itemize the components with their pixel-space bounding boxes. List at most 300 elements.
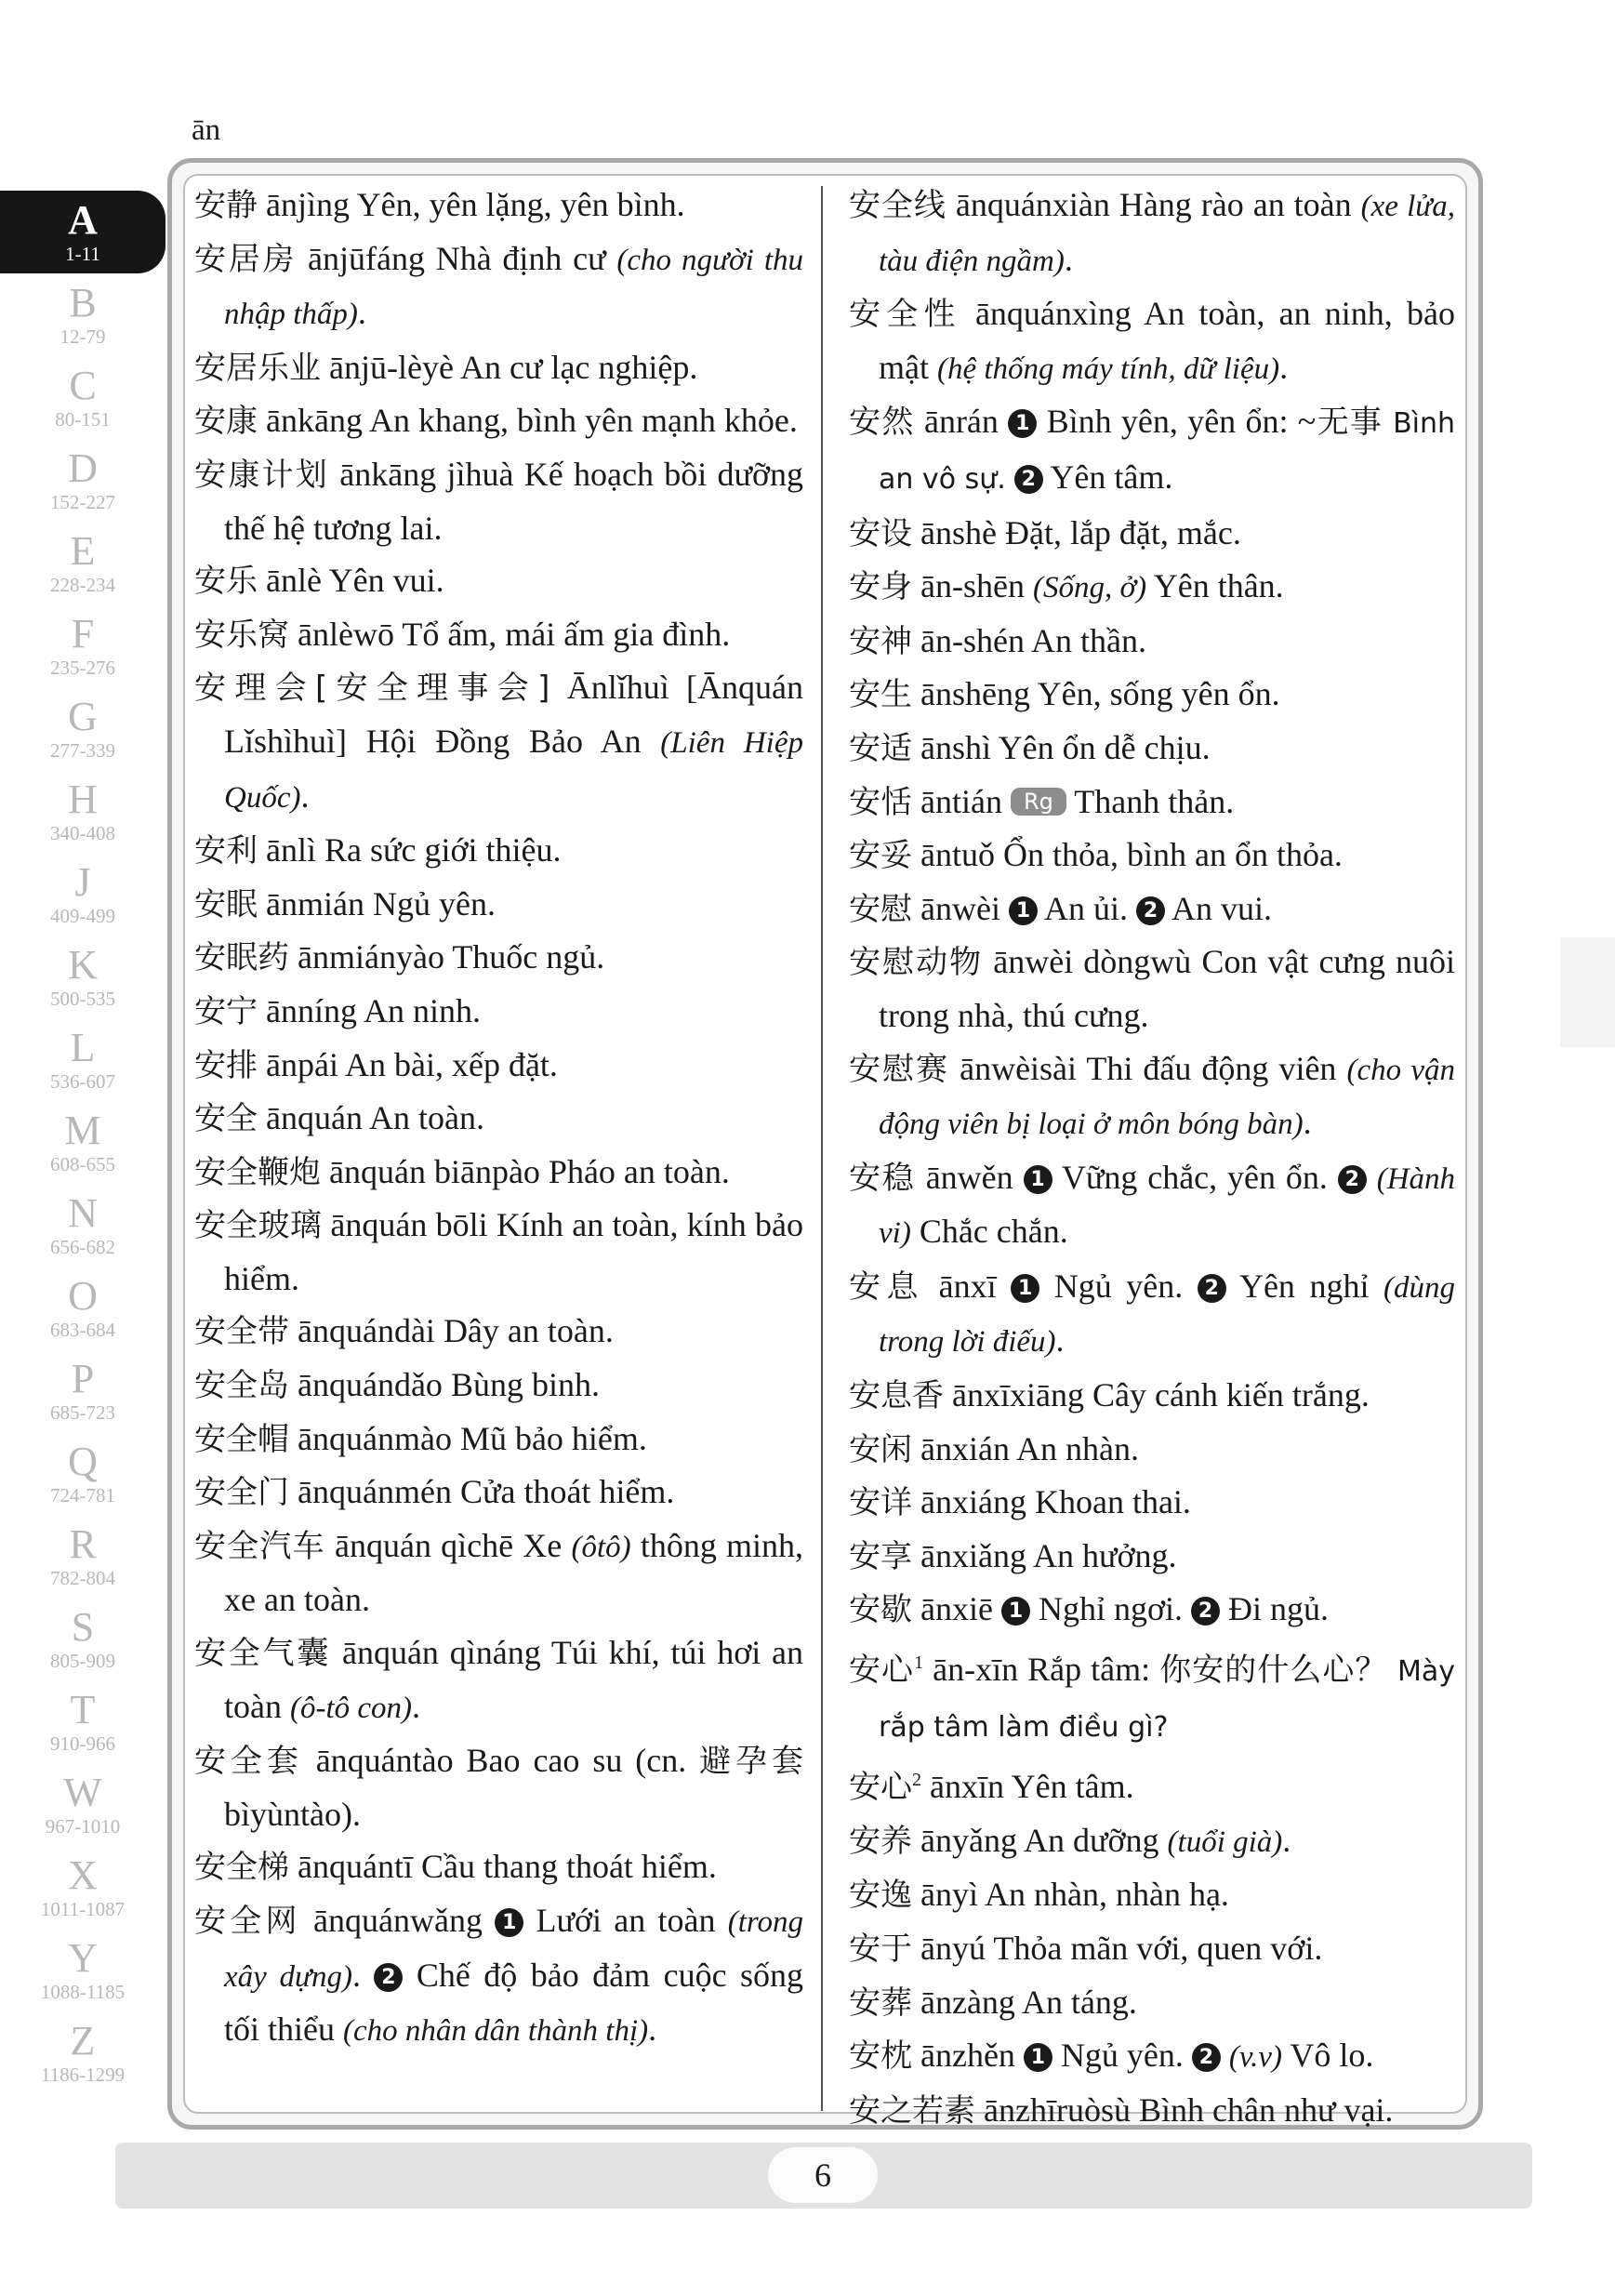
entry-definition: An ủi. xyxy=(1037,889,1136,927)
entry-headword: 安居房 xyxy=(194,240,298,278)
dictionary-entry xyxy=(194,931,803,985)
index-tab-t[interactable] xyxy=(0,1680,165,1763)
entry-headword: 安排 xyxy=(194,1046,258,1084)
entry-pinyin: ānquánxìng xyxy=(974,295,1132,333)
entry-definition: Thi đấu động viên xyxy=(1086,1049,1347,1087)
dictionary-entry xyxy=(849,287,1455,395)
dictionary-entry xyxy=(849,1814,1455,1869)
entry-definition: An nhàn, nhàn hạ. xyxy=(985,1876,1229,1914)
index-page-range: 1088-1185 xyxy=(40,1981,126,2003)
entry-definition xyxy=(1367,1159,1377,1196)
usage-note: (ô-tô con) xyxy=(289,1691,413,1725)
index-tab-o[interactable] xyxy=(0,1267,165,1349)
entry-headword: 安利 xyxy=(194,832,258,870)
entry-definition: Bùng binh. xyxy=(450,1366,600,1404)
entry-definition: An bài, xếp đặt. xyxy=(344,1045,558,1083)
index-letter: T xyxy=(70,1687,96,1732)
index-letter: A xyxy=(68,197,98,243)
sense-number-icon: 2 xyxy=(1136,896,1165,925)
entry-definition: Bình yên, yên ổn: ~ xyxy=(1037,403,1317,441)
entry-definition: . xyxy=(1055,1321,1065,1360)
entry-headword: 安恬 xyxy=(849,783,912,821)
entry-definition: Túi khí, túi hơi an toàn xyxy=(224,1634,804,1725)
entry-headword: 安全梯 xyxy=(194,1849,289,1887)
entry-headword: 安全鞭炮 xyxy=(194,1153,321,1191)
entry-definition: Ổn thỏa, bình an ổn thỏa. xyxy=(1002,836,1343,874)
column-divider xyxy=(821,186,823,2111)
entry-pinyin: ānjūfáng xyxy=(308,239,425,277)
index-letter: Z xyxy=(70,2018,96,2064)
entry-definition: Yên, yên lặng, yên bình. xyxy=(356,186,685,223)
entry-pinyin: ānquán xyxy=(266,1099,363,1137)
usage-note: (hệ thống máy tính, dữ liệu) xyxy=(936,352,1280,386)
index-tab-l[interactable] xyxy=(0,1018,165,1101)
index-tab-z[interactable] xyxy=(0,2011,165,2094)
index-page-range: 536-607 xyxy=(50,1070,115,1093)
entry-definition: Yên, sống yên ổn. xyxy=(1037,675,1280,713)
example-chinese: 避孕套 xyxy=(699,1743,803,1781)
entry-definition: Bao cao su (cn. xyxy=(466,1742,700,1780)
index-tab-w[interactable] xyxy=(0,1763,165,1846)
dictionary-entry xyxy=(849,722,1455,776)
entry-definition: Lưới an toàn xyxy=(523,1902,728,1939)
entry-pinyin: ānrán xyxy=(923,403,999,441)
index-letter: J xyxy=(74,859,91,905)
index-tab-p[interactable] xyxy=(0,1349,165,1432)
entry-headword: 安静 xyxy=(194,187,258,224)
index-page-range: 967-1010 xyxy=(45,1815,121,1838)
entry-headword: 安枕 xyxy=(849,2037,912,2076)
entry-headword: 安全气囊 xyxy=(194,1635,332,1673)
dictionary-entry xyxy=(194,448,803,554)
page-number: 6 xyxy=(768,2147,878,2203)
entry-pinyin: ānwèisài xyxy=(960,1049,1078,1087)
index-letter: Y xyxy=(68,1935,98,1981)
entry-pinyin: ānlèwō xyxy=(298,615,394,653)
sense-number-icon: 2 xyxy=(1198,1274,1226,1303)
entry-headword: 安设 xyxy=(849,514,912,552)
index-tab-s[interactable] xyxy=(0,1598,165,1680)
dictionary-entry xyxy=(194,1199,803,1305)
homonym-number: 1 xyxy=(914,1652,924,1674)
index-tab-a[interactable] xyxy=(0,191,165,273)
usage-note: (cho vận động viên bị loại ở môn bóng bàn) xyxy=(879,1053,1456,1142)
entry-headword: 安眠 xyxy=(194,885,258,923)
dictionary-entry xyxy=(194,1359,803,1413)
entry-headword: 安于 xyxy=(849,1931,912,1968)
entry-definition: Yên ổn dễ chịu. xyxy=(998,728,1211,766)
entry-pinyin: ānquánmén xyxy=(298,1473,452,1511)
entry-headword: 安稳 xyxy=(849,1159,916,1197)
dictionary-entry xyxy=(194,232,803,341)
index-letter: O xyxy=(68,1273,98,1319)
usage-note: (ôtô) xyxy=(571,1530,631,1564)
dictionary-entry xyxy=(194,179,803,232)
entry-pinyin: Ānlǐhuì [Ānquán Lǐshìhuì] xyxy=(224,669,804,760)
index-letter: X xyxy=(68,1852,98,1898)
entry-headword: 安乐 xyxy=(194,563,258,601)
entry-pinyin: āntián xyxy=(920,782,1002,820)
entry-definition: Đặt, lắp đặt, mắc. xyxy=(1004,513,1241,551)
usage-note: (trong xây dựng) xyxy=(224,1905,804,1994)
dictionary-entry xyxy=(194,1894,803,2058)
entry-definition xyxy=(1221,2037,1229,2074)
entry-headword: 安心 xyxy=(849,1769,912,1807)
dictionary-entry xyxy=(194,608,803,662)
edge-thumb-mark xyxy=(1560,937,1615,1047)
entry-headword: 安慰动物 xyxy=(849,944,984,982)
example-translation: Mày rắp tâm làm điều gì? xyxy=(879,1655,1456,1744)
index-page-range: 277-339 xyxy=(50,739,115,762)
index-tab-h[interactable] xyxy=(0,770,165,853)
entry-headword: 安息 xyxy=(849,1267,925,1306)
entry-definition: Nghỉ ngơi. xyxy=(1029,1590,1192,1628)
index-page-range: 500-535 xyxy=(50,988,115,1010)
dictionary-entry xyxy=(194,878,803,932)
dictionary-entry xyxy=(194,1466,803,1520)
entry-pinyin: ānquántī xyxy=(298,1848,413,1886)
index-letter: N xyxy=(68,1190,98,1236)
entry-pinyin: ānxiáng xyxy=(920,1483,1026,1521)
index-letter: P xyxy=(71,1356,95,1401)
entry-headword: 安息香 xyxy=(849,1377,944,1415)
entry-definition: Ngủ yên. xyxy=(372,884,496,922)
sense-number-icon: 2 xyxy=(1191,1597,1220,1626)
index-tab-j[interactable] xyxy=(0,853,165,936)
dictionary-entry xyxy=(849,936,1455,1042)
entry-definition: Hàng rào an toàn xyxy=(1119,186,1361,223)
entry-headword: 安闲 xyxy=(849,1430,912,1468)
entry-pinyin: ān-shēn xyxy=(920,567,1025,605)
entry-definition: Khoan thai. xyxy=(1034,1483,1191,1521)
dictionary-entry xyxy=(849,1976,1455,2030)
entry-headword: 安慰 xyxy=(849,890,912,928)
index-page-range: 152-227 xyxy=(50,491,115,513)
entry-definition: Yên tâm. xyxy=(1042,458,1173,496)
entry-pinyin: ānlì xyxy=(266,831,316,869)
sense-number-icon: 2 xyxy=(1192,2043,1221,2072)
index-letter: E xyxy=(70,528,96,574)
entry-definition: Yên tâm. xyxy=(1011,1768,1134,1806)
entry-headword: 安歇 xyxy=(849,1591,912,1629)
index-letter: C xyxy=(69,363,97,408)
usage-note: (cho nhân dân thành thị) xyxy=(343,2014,649,2049)
right-column xyxy=(849,179,1455,2137)
entry-pinyin: āntuǒ xyxy=(920,836,995,874)
dictionary-entry xyxy=(849,1151,1455,1260)
entry-pinyin: ānjū-lèyè xyxy=(329,348,454,386)
dictionary-entry xyxy=(849,1922,1455,1976)
entry-definition: Ngủ yên. xyxy=(1039,1267,1198,1305)
index-tab-f[interactable] xyxy=(0,604,165,687)
index-tab-x[interactable] xyxy=(0,1846,165,1929)
usage-note: (tuổi già) xyxy=(1167,1825,1283,1859)
entry-headword: 安逸 xyxy=(849,1877,912,1915)
entry-definition: Vô lo. xyxy=(1282,2037,1374,2075)
entry-definition: Cây cánh kiến trắng. xyxy=(1092,1376,1370,1414)
entry-headword: 安享 xyxy=(849,1537,912,1575)
entry-pinyin: ānyǎng xyxy=(920,1821,1017,1859)
index-letter: R xyxy=(69,1521,97,1567)
index-letter: G xyxy=(68,694,98,739)
index-tab-y[interactable] xyxy=(0,1929,165,2011)
entry-pinyin: ānzàng xyxy=(920,1983,1015,2021)
entry-headword: 安神 xyxy=(849,622,912,660)
entry-definition: . xyxy=(300,776,310,815)
usage-note: (Hành vi) xyxy=(879,1161,1456,1251)
dictionary-entry xyxy=(849,1530,1455,1584)
index-page-range: 608-655 xyxy=(50,1153,115,1175)
entry-headword: 安心 xyxy=(849,1652,915,1690)
entry-definition: Xe xyxy=(523,1526,572,1564)
entry-pinyin: ānquánxiàn xyxy=(955,186,1110,223)
entry-definition: Cầu thang thoát hiểm. xyxy=(420,1848,717,1886)
register-badge: Rg xyxy=(1011,788,1066,816)
usage-note: (Liên Hiệp Quốc) xyxy=(224,725,803,815)
index-page-range: 724-781 xyxy=(50,1484,115,1506)
dictionary-entry xyxy=(194,1039,803,1093)
entry-pinyin: ānyì xyxy=(920,1876,978,1914)
dictionary-entry xyxy=(849,776,1455,829)
index-page-range: 782-804 xyxy=(50,1567,115,1589)
entry-definition: Chắc chắn. xyxy=(910,1213,1068,1251)
entry-pinyin: ānquán qìnáng xyxy=(341,1634,541,1672)
entry-pinyin: ānníng xyxy=(266,991,357,1029)
entry-pinyin: ānxīn xyxy=(930,1768,1004,1806)
entry-headword: 安乐窝 xyxy=(194,616,289,654)
entry-pinyin: ānquándài xyxy=(298,1312,435,1350)
dictionary-entry xyxy=(194,985,803,1039)
index-tab-r[interactable] xyxy=(0,1515,165,1598)
entry-definition: An hưởng. xyxy=(1032,1536,1177,1574)
index-tab-g[interactable] xyxy=(0,687,165,770)
entry-definition: Thanh thản. xyxy=(1066,782,1235,820)
entry-definition: Dây an toàn. xyxy=(443,1312,614,1350)
dictionary-entry xyxy=(849,668,1455,722)
entry-pinyin: ānkāng xyxy=(266,402,363,440)
entry-headword: 安慰赛 xyxy=(849,1050,950,1088)
index-letter: W xyxy=(63,1770,102,1815)
entry-definition: . xyxy=(357,294,366,332)
entry-pinyin: ānquántào xyxy=(315,1742,454,1780)
entry-definition: Tổ ấm, mái ấm gia đình. xyxy=(402,615,731,653)
sense-number-icon: 1 xyxy=(1024,2043,1052,2072)
entry-definition: Cửa thoát hiểm. xyxy=(459,1473,675,1511)
entry-definition xyxy=(1006,458,1014,496)
usage-note: (v.v) xyxy=(1228,2040,1282,2075)
entry-definition: An khang, bình yên mạnh khỏe. xyxy=(368,402,798,440)
dictionary-entry xyxy=(194,1305,803,1359)
entry-definition: Rắp tâm: xyxy=(1027,1651,1160,1689)
entry-headword: 安全线 xyxy=(849,187,946,224)
dictionary-entry xyxy=(194,1520,803,1626)
index-page-range: 228-234 xyxy=(50,574,115,596)
sense-number-icon: 1 xyxy=(495,1908,523,1937)
index-page-range: 12-79 xyxy=(60,325,106,348)
example-translation: Bình an vô sự. xyxy=(879,407,1456,496)
entry-pinyin: ānxiē xyxy=(920,1590,993,1628)
sense-number-icon: 1 xyxy=(1011,1274,1039,1303)
entry-definition: thông minh, xe an toàn. xyxy=(224,1526,804,1619)
entry-definition: Kính an toàn, kính bảo hiểm. xyxy=(224,1206,803,1297)
entry-pinyin: ānxiǎng xyxy=(920,1536,1026,1574)
index-letter: F xyxy=(71,611,95,657)
entry-headword: 安身 xyxy=(849,568,912,606)
index-page-range: 1011-1087 xyxy=(40,1898,126,1920)
entry-pinyin: ānmiányào xyxy=(298,938,444,976)
usage-note: (xe lửa, tàu điện ngầm) xyxy=(879,190,1456,278)
entry-pinyin: ānquánwǎng xyxy=(313,1902,483,1939)
dictionary-entry xyxy=(194,1092,803,1146)
entry-pinyin: ānshēng xyxy=(920,675,1030,713)
entry-definition: Nhà định cư xyxy=(435,239,617,277)
entry-definition: . xyxy=(351,1956,375,1994)
entry-definition: Kế hoạch bồi dưỡng thế hệ tương lai. xyxy=(224,455,804,547)
entry-definition: Chế độ bảo đảm cuộc sống tối thiểu xyxy=(224,1956,804,2049)
entry-pinyin: ānwèi dòngwù xyxy=(993,943,1192,981)
entry-headword: 安葬 xyxy=(849,1984,912,2022)
entry-headword: 安全汽车 xyxy=(194,1527,325,1565)
entry-definition: An toàn. xyxy=(368,1099,484,1137)
sense-number-icon: 1 xyxy=(1008,409,1037,438)
index-page-range: 235-276 xyxy=(50,657,115,679)
index-tab-e[interactable] xyxy=(0,522,165,604)
dictionary-entry xyxy=(194,554,803,608)
sense-number-icon: 2 xyxy=(374,1963,403,1992)
entry-definition: Hội Đồng Bảo An xyxy=(365,722,661,760)
homonym-number: 2 xyxy=(912,1770,921,1791)
index-page-range: 805-909 xyxy=(50,1650,115,1672)
entry-definition: Yên vui. xyxy=(328,562,444,600)
dictionary-entry xyxy=(849,1637,1455,1754)
entry-pinyin: ānquán biānpào xyxy=(329,1152,540,1190)
entry-headword: 安全套 xyxy=(194,1743,303,1781)
usage-note: (Sống, ở) xyxy=(1032,571,1147,605)
entry-definition: Ngủ yên. xyxy=(1052,2037,1192,2075)
entry-definition: An cư lạc nghiệp. xyxy=(459,348,698,386)
entry-definition: . xyxy=(1279,348,1289,386)
index-page-range: 80-151 xyxy=(55,408,111,431)
dictionary-entry xyxy=(194,1734,803,1840)
index-letter: M xyxy=(64,1108,101,1153)
entry-headword: 安全网 xyxy=(194,1903,301,1940)
sense-number-icon: 2 xyxy=(1338,1165,1367,1194)
running-headword: ān xyxy=(192,113,221,147)
entry-pinyin: ānkāng jìhuà xyxy=(339,455,514,493)
index-page-range: 1186-1299 xyxy=(40,2064,126,2086)
entry-definition: bìyùntào). xyxy=(224,1795,361,1833)
index-tab-c[interactable] xyxy=(0,356,165,439)
index-page-range: 1-11 xyxy=(65,243,100,265)
entry-pinyin: ānpái xyxy=(266,1045,338,1083)
index-page-range: 656-682 xyxy=(50,1236,115,1258)
dictionary-entry xyxy=(194,1413,803,1467)
entry-pinyin: ān-xīn xyxy=(933,1651,1019,1689)
dictionary-entry xyxy=(849,1260,1455,1369)
entry-pinyin: ānwèi xyxy=(920,889,1000,927)
dictionary-entry xyxy=(194,661,803,824)
index-tab-n[interactable] xyxy=(0,1184,165,1267)
dictionary-entry xyxy=(849,1754,1455,1814)
entry-pinyin: ānzhīruòsù xyxy=(984,2090,1131,2129)
entry-definition: An toàn, an ninh, bảo mật xyxy=(879,295,1456,386)
entry-headword: 安全性 xyxy=(849,296,961,334)
entry-headword: 安康 xyxy=(194,403,258,441)
usage-note: (dùng trong lời điếu) xyxy=(879,1270,1456,1360)
dictionary-entry xyxy=(849,2029,1455,2084)
dictionary-entry xyxy=(849,1423,1455,1477)
dictionary-entry xyxy=(194,1626,803,1734)
sense-number-icon: 1 xyxy=(1009,896,1038,925)
index-tab-b[interactable] xyxy=(0,273,165,356)
dictionary-entry xyxy=(194,341,803,395)
index-tab-q[interactable] xyxy=(0,1432,165,1515)
index-tab-k[interactable] xyxy=(0,936,165,1018)
entry-headword: 安宁 xyxy=(194,992,258,1030)
entry-pinyin: ānquánmào xyxy=(298,1419,452,1457)
dictionary-entry xyxy=(849,179,1455,287)
entry-headword: 安全岛 xyxy=(194,1367,289,1405)
entry-definition: Ra sức giới thiệu. xyxy=(324,831,562,869)
entry-pinyin: ānquán bōli xyxy=(330,1206,488,1244)
entry-headword: 安全门 xyxy=(194,1474,289,1512)
sense-number-icon: 1 xyxy=(1001,1597,1030,1626)
dictionary-entry xyxy=(194,824,803,878)
entry-pinyin: ānshè xyxy=(920,513,997,551)
entry-headword: 安养 xyxy=(849,1822,912,1860)
entry-definition: An ninh. xyxy=(364,991,481,1029)
entry-headword: 安然 xyxy=(849,404,915,442)
entry-definition: An nhàn. xyxy=(1015,1429,1139,1467)
dictionary-entry xyxy=(849,395,1455,506)
entry-definition: Đi ngủ. xyxy=(1220,1590,1330,1628)
entry-headword: 安全带 xyxy=(194,1313,289,1351)
dictionary-entry xyxy=(849,560,1455,615)
entry-pinyin: ān-shén xyxy=(920,621,1025,659)
index-letter: S xyxy=(71,1604,95,1650)
entry-headword: 安眠药 xyxy=(194,939,289,977)
alphabet-index xyxy=(0,191,165,2094)
entry-pinyin: ānjìng xyxy=(266,186,350,223)
dictionary-entry xyxy=(849,615,1455,669)
dictionary-entry xyxy=(849,2084,1455,2138)
example-chinese: 无事 xyxy=(1316,404,1383,442)
entry-headword: 安全帽 xyxy=(194,1420,289,1458)
entry-headword: 安理会[安全理事会] xyxy=(194,670,550,708)
dictionary-entry xyxy=(849,507,1455,561)
sense-number-icon: 2 xyxy=(1014,465,1043,494)
example-chinese: 你安的什么心？ xyxy=(1159,1652,1388,1690)
entry-headword: 安详 xyxy=(849,1484,912,1522)
dictionary-entry xyxy=(194,394,803,448)
index-letter: K xyxy=(68,942,98,988)
entry-pinyin: ānyú xyxy=(920,1930,986,1967)
entry-definition: Yên nghỉ xyxy=(1225,1267,1384,1305)
index-letter: Q xyxy=(68,1439,98,1484)
entry-pinyin: ānzhěn xyxy=(920,2037,1015,2075)
index-tab-d[interactable] xyxy=(0,439,165,522)
entry-definition: . xyxy=(1303,1104,1312,1142)
entry-definition: . xyxy=(1064,240,1073,278)
dictionary-entry xyxy=(849,883,1455,936)
usage-note: (cho người thu nhập thấp) xyxy=(224,243,804,332)
index-page-range: 409-499 xyxy=(50,905,115,927)
entry-definition: . xyxy=(412,1687,421,1725)
entry-headword: 安适 xyxy=(849,729,912,767)
index-page-range: 685-723 xyxy=(50,1401,115,1424)
entry-definition: Vững chắc, yên ổn. xyxy=(1052,1158,1338,1196)
index-tab-m[interactable] xyxy=(0,1101,165,1184)
